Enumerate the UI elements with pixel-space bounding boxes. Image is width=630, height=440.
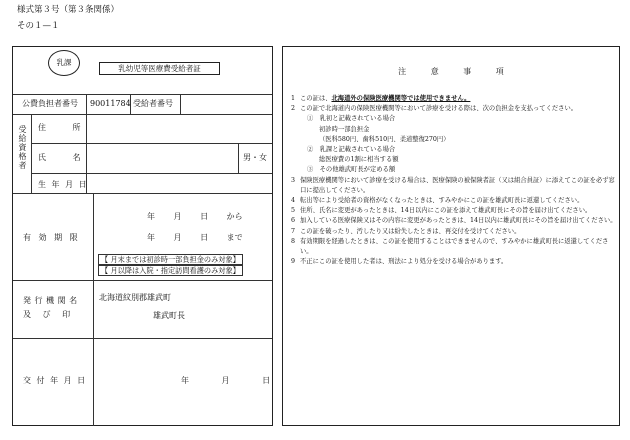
issue-date-value: 年 月 日 (181, 376, 271, 385)
public-payer-label: 公費負担者番号 (22, 99, 78, 108)
name-label: 氏 名 (38, 153, 81, 162)
issue-date-label: 交 付 年 月 日 (23, 376, 86, 385)
validity-note-inpatient: 【 月以降は入院・指定訪問看護のみ対象】 (98, 265, 243, 276)
note-2-item-1a: 初診時一部負担金 (319, 125, 370, 133)
issuer-label-bottom: 及 び 印 (23, 310, 71, 319)
note-7: 7 この証を破ったり、汚したり又は紛失したときは、再交付を受けてください。 (291, 227, 521, 235)
note-4: 4 転出等により受給者の資格がなくなったときは、すみやかにこの証を雄武町長に返還してください。 (291, 197, 584, 205)
card-title: 乳幼児等医療費受給者証 (99, 62, 220, 75)
public-payer-number: 90011784 (90, 99, 131, 108)
validity-to: 年 月 日 まで (147, 233, 243, 242)
note-9: 9 不正にこの証を使用した者は、刑法により処分を受ける場合があります。 (291, 258, 508, 266)
note-2-item-1b: （医科580円、歯科510円、柔道整復270円） (319, 135, 450, 143)
note-6: 6 加入している医療保険又はその内容に変更があったときは、14日以内に雄武町長にその旨を届け出てください。 (291, 217, 617, 225)
validity-note-initial: 【 月末までは初診時一部負担金のみ対象】 (98, 254, 243, 265)
notes-panel (282, 46, 620, 426)
note-3: 3 保険医療機関等において診療を受ける場合は、医療保険の被保険者証（又は組合員証）に添えてこの証を必ず窓口に提出してください。 (291, 176, 615, 194)
issuer-label-top: 発 行 機 関 名 (23, 296, 78, 305)
issuer-name: 雄武町長 (153, 311, 185, 320)
note-8: 8 有効期限を経過したときは、この証を使用することはできませんので、すみやかに雄武町長に返還してください。 (291, 237, 609, 256)
issuer-address: 北海道紋別郡雄武町 (99, 293, 171, 302)
birthdate-label: 生 年 月 日 (38, 180, 87, 189)
note-1: 1 この証は、北海道外の保険医療機関等では使用できません。 (291, 95, 471, 102)
recipient-card (12, 46, 273, 426)
form-number: 様式第３号（第３条関係） (17, 5, 120, 15)
note-1-emphasis: 北海道外の保険医療機関等では使用できません。 (331, 95, 471, 102)
seal-label: 乳課 (48, 50, 80, 76)
note-2-item-2a: 総医療費の1割に相当する額 (319, 156, 399, 164)
form-variant: その１—１ (17, 21, 60, 31)
note-2: 2 この証で北海道内の保険医療機関等において診療を受ける際は、次の負担金を支払ってください。 (291, 105, 578, 113)
note-2-item-1: ① 乳初と記載されている場合 (307, 115, 396, 123)
note-2-item-3: ③ その他雄武町長が定める額 (307, 166, 396, 174)
validity-label: 有 効 期 限 (23, 233, 78, 242)
recipient-qualification-label: 受給資格者 (18, 125, 27, 170)
address-label: 住 所 (38, 123, 81, 132)
notes-heading: 注 意 事 項 (398, 67, 504, 76)
note-2-item-2: ② 乳課と記載されている場合 (307, 146, 396, 154)
note-1-text: この証は、 (300, 95, 332, 102)
recipient-number-label: 受給者番号 (133, 99, 173, 108)
note-5: 5 住所、氏名に変更があったときは、14日以内にこの証を添えて雄武町長にその旨を届け出てください。 (291, 207, 592, 215)
validity-from: 年 月 日 から (147, 212, 243, 221)
gender-label: 男・女 (243, 153, 267, 162)
notes-list (291, 94, 617, 267)
